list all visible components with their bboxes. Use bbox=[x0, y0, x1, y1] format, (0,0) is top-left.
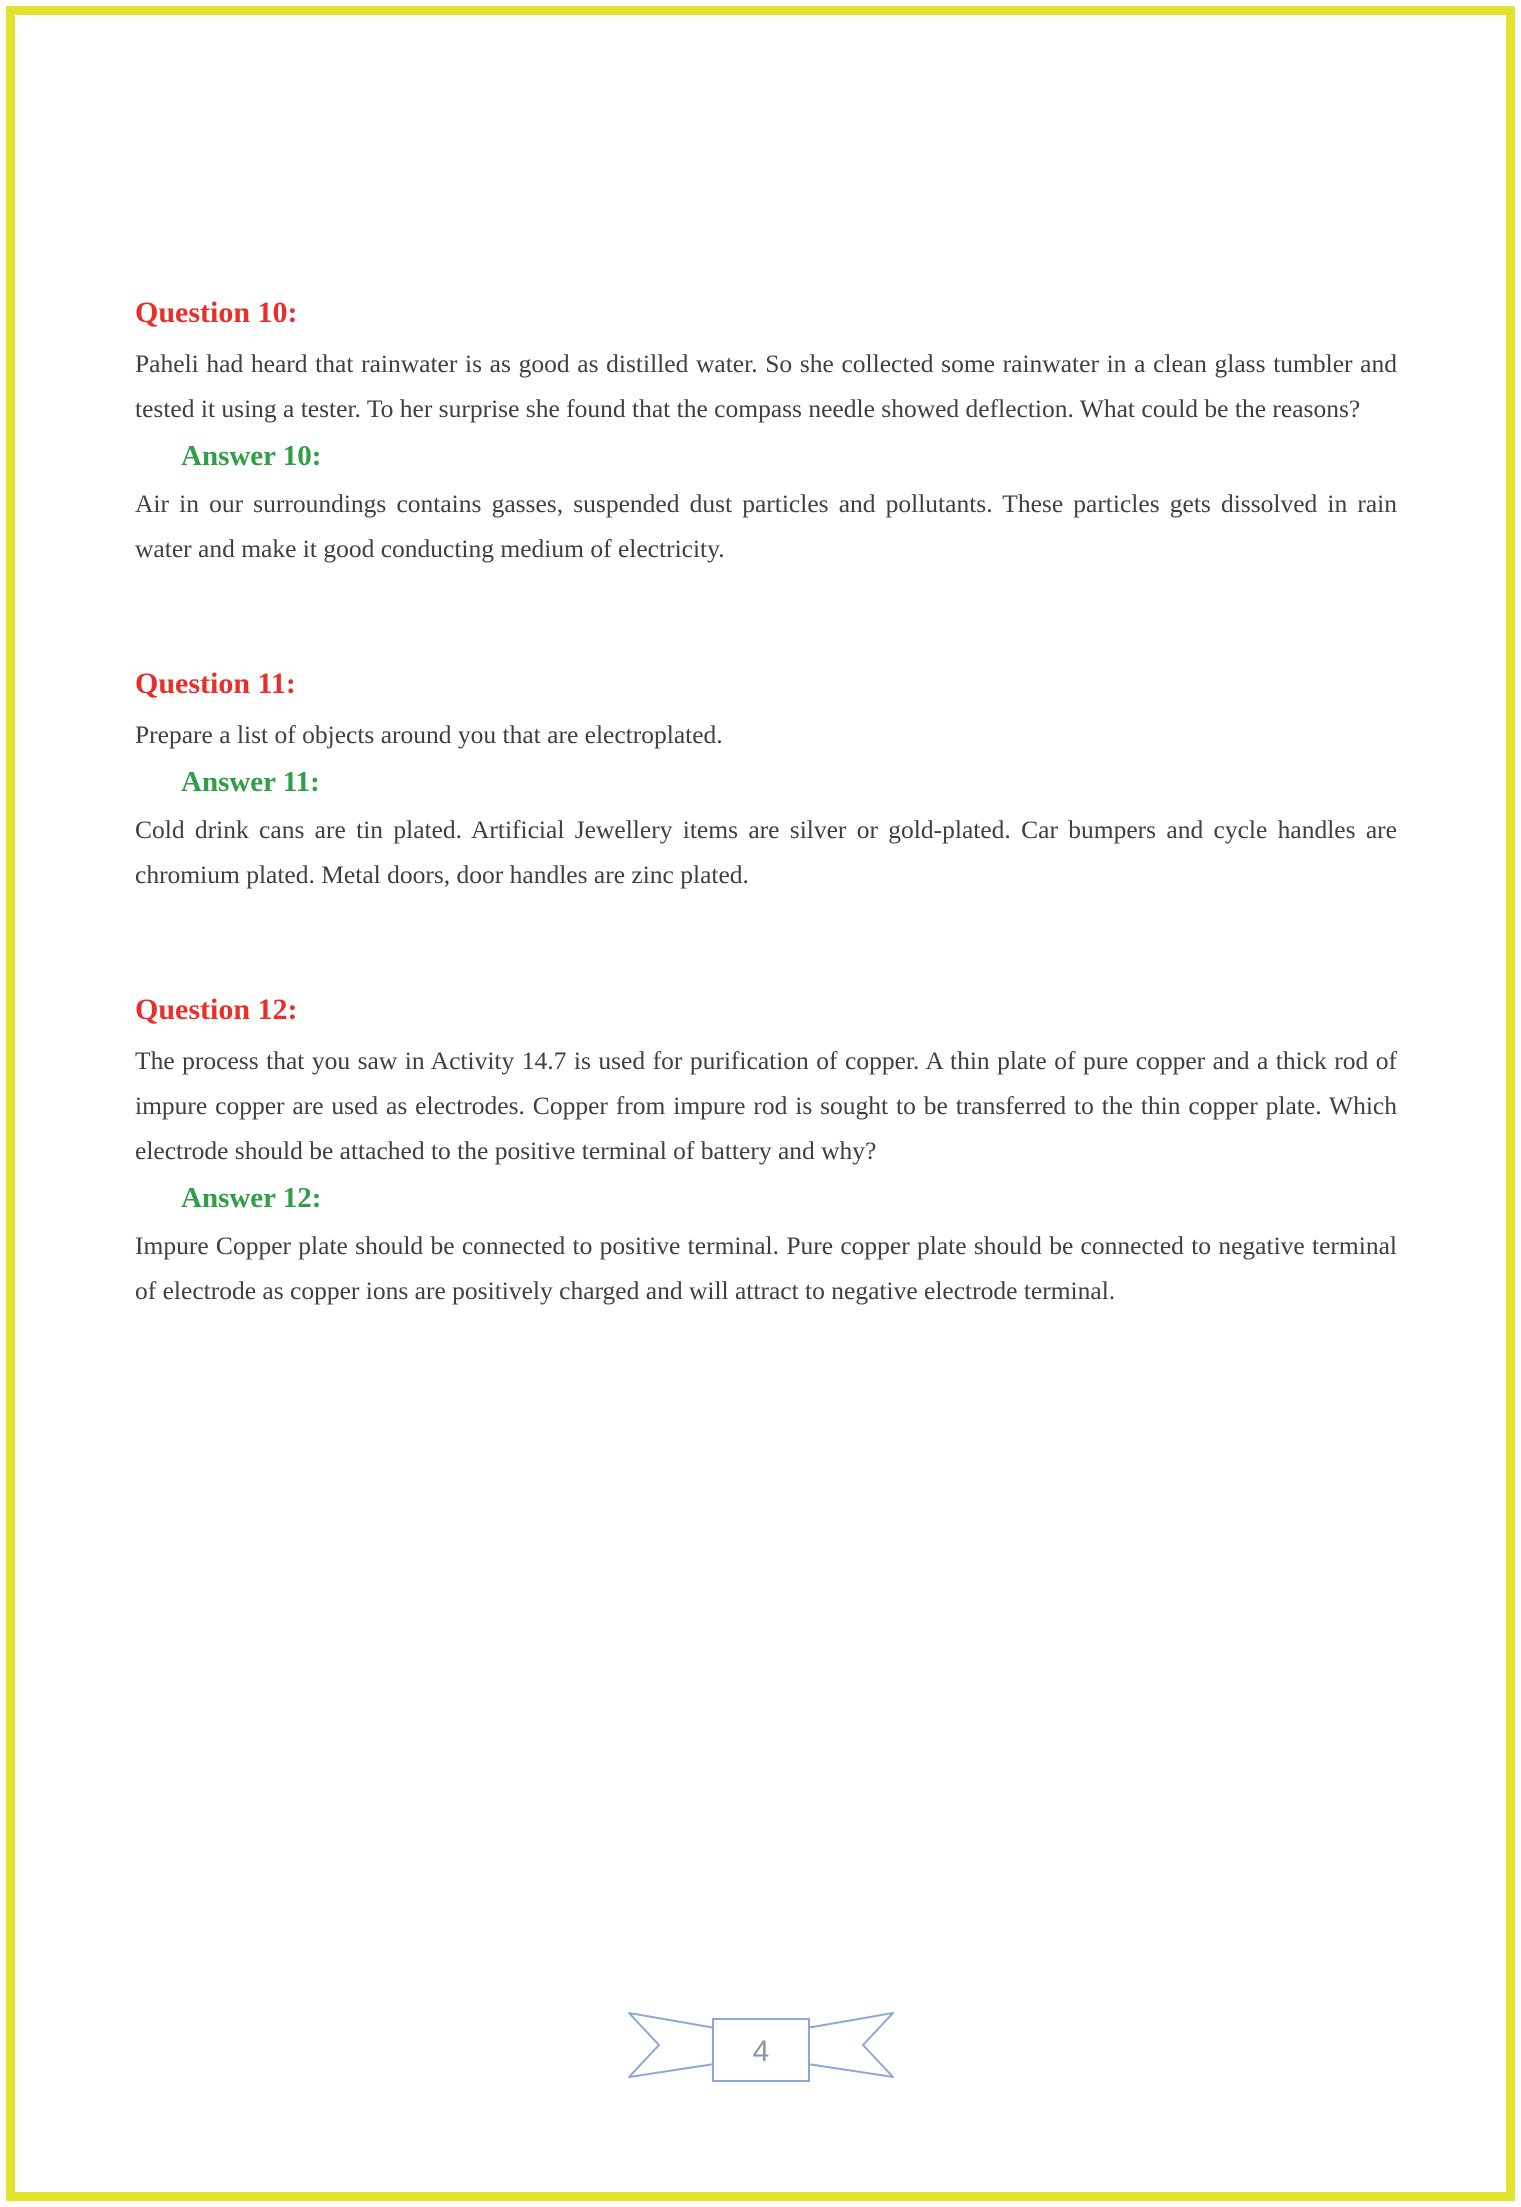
ribbon-right-wing bbox=[801, 2013, 893, 2077]
page-number-ribbon bbox=[621, 2005, 901, 2089]
page-number: 4 bbox=[752, 2035, 769, 2068]
answer-10-text: Air in our surroundings contains gasses, suspended dust particles and pollutants. These particles gets dissolved in rain water and make it good conducting medium of electricity. bbox=[135, 489, 1397, 563]
qa-block-12 bbox=[135, 992, 1397, 1313]
ribbon-banner-icon bbox=[621, 2005, 901, 2089]
answer-11-text: Cold drink cans are tin plated. Artificial Jewellery items are silver or gold-plated. Car bumpers and cycle handles are chromium plated. Metal doors, door handles are zinc plated. bbox=[135, 815, 1397, 889]
question-12-heading: Question 12: bbox=[135, 993, 298, 1026]
answer-10-heading: Answer 10: bbox=[181, 440, 322, 472]
answer-12-heading: Answer 12: bbox=[181, 1182, 322, 1214]
question-10-heading: Question 10: bbox=[135, 296, 298, 329]
question-11-heading: Question 11: bbox=[135, 667, 296, 700]
question-10-text: Paheli had heard that rainwater is as good as distilled water. So she collected some rainwater in a clean glass tumbler and tested it using a tester. To her surprise she found that the compass needle showed deflection. What could be the reasons? bbox=[135, 349, 1397, 423]
qa-block-10 bbox=[135, 295, 1397, 571]
question-11-text: Prepare a list of objects around you that are electroplated. bbox=[135, 720, 723, 749]
answer-11-heading: Answer 11: bbox=[181, 766, 320, 798]
answer-12-text: Impure Copper plate should be connected to positive terminal. Pure copper plate should be connected to negative terminal of electrode as copper ions are positively charged and will attract to negative electrode terminal. bbox=[135, 1231, 1397, 1305]
question-12-text: The process that you saw in Activity 14.7 is used for purification of copper. A thin plate of pure copper and a thick rod of impure copper are used as electrodes. Copper from impure rod is sought to be transferred to the thin copper plate. Which electrode should be attached to the positive terminal of battery and why? bbox=[135, 1046, 1397, 1165]
qa-block-11 bbox=[135, 666, 1397, 897]
ribbon-left-wing bbox=[629, 2013, 721, 2077]
